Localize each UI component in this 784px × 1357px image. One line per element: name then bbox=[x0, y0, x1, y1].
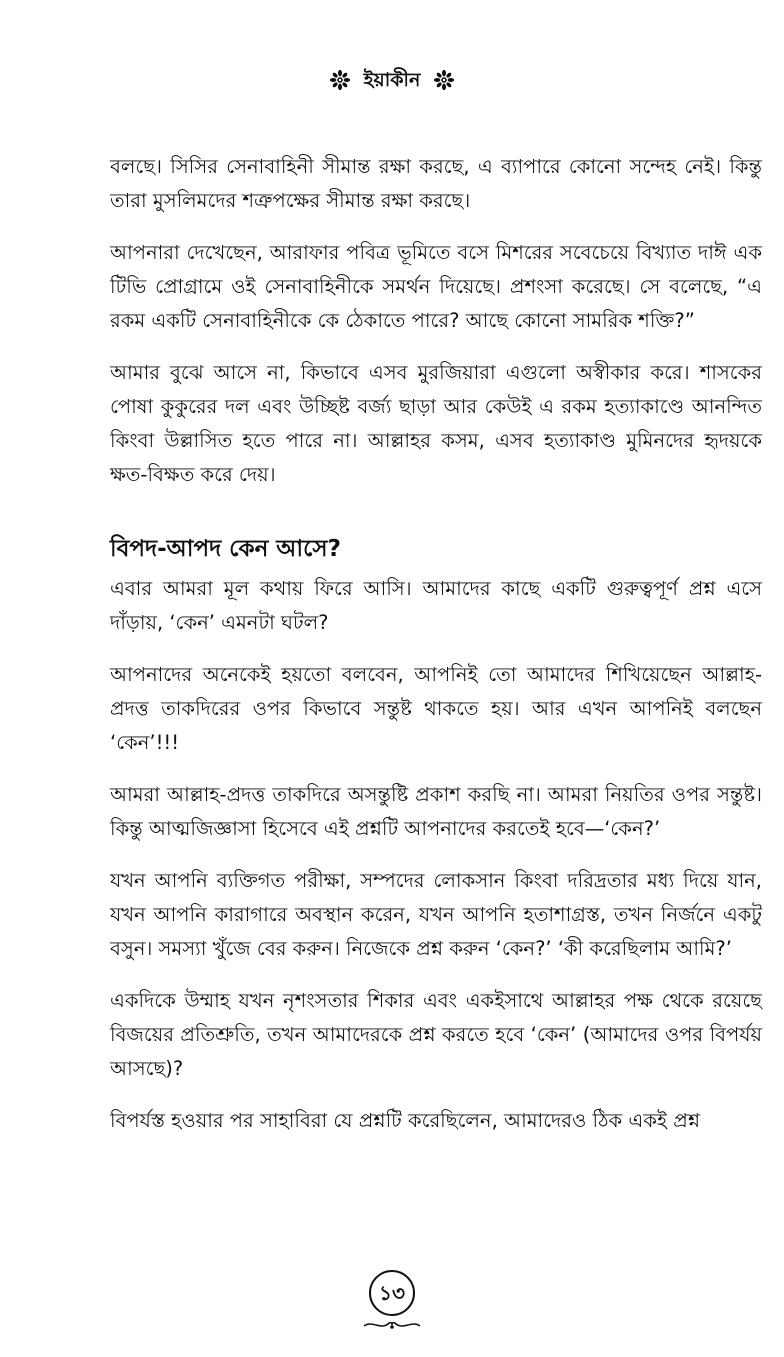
paragraph: আমার বুঝে আসে না, কিভাবে এসব মুরজিয়ারা এগুলো অস্বীকার করে। শাসকের পোষা কুকুরের দল এবং উচ্ছিষ্ট বর্জ্য ছাড়া আর কেউই এ রকম হত্যাকাণ্ডে আনন্দিত কিংবা উল্লাসিত হতে পারে না। আল্লাহর কসম, এসব হত্যাকাণ্ড মুমিনদের হৃদয়কে ক্ষত-বিক্ষত করে দেয়। bbox=[110, 361, 762, 486]
header-title: ইয়াকীন bbox=[363, 69, 421, 91]
page-footer bbox=[362, 1270, 422, 1332]
paragraph: যখন আপনি ব্যক্তিগত পরীক্ষা, সম্পদের লোকসান কিংবা দরিদ্রতার মধ্য দিয়ে যান, যখন আপনি কারাগারে অবস্থান করেন, যখন আপনি হতাশাগ্রস্ত, তখন নির্জনে একটু বসুন। সমস্যা খুঁজে বের করুন। নিজেকে প্রশ্ন করুন ‘কেন?’ ‘কী করেছিলাম আমি?’ bbox=[110, 869, 762, 960]
paragraph: এবার আমরা মূল কথায় ফিরে আসি। আমাদের কাছে একটি গুরুত্বপূর্ণ প্রশ্ন এসে দাঁড়ায়, ‘কেন’ এমনটা ঘটল? bbox=[110, 577, 762, 634]
flower-ornament-icon bbox=[433, 69, 455, 91]
section-heading: বিপদ-আপদ কেন আসে? bbox=[110, 536, 341, 562]
paragraph: একদিকে উম্মাহ যখন নৃশংসতার শিকার এবং একইসাথে আল্লাহর পক্ষ থেকে রয়েছে বিজয়ের প্রতিশ্রুতি, তখন আমাদেরকে প্রশ্ন করতে হবে ‘কেন’ (আমাদের ওপর বিপর্যয় আসছে)? bbox=[110, 989, 762, 1080]
paragraph: আমরা আল্লাহ-প্রদত্ত তাকদিরে অসন্তুষ্টি প্রকাশ করছি না। আমরা নিয়তির ওপর সন্তুষ্ট। কিন্তু আত্মজিজ্ঞাসা হিসেবে এই প্রশ্নটি আপনাদের করতেই হবে—‘কেন?’ bbox=[110, 783, 762, 840]
flourish-ornament-icon bbox=[362, 1318, 422, 1332]
flower-ornament-icon bbox=[329, 69, 351, 91]
paragraph: আপনারা দেখেছেন, আরাফার পবিত্র ভূমিতে বসে মিশরের সবেচেয়ে বিখ্যাত দাঈ এক টিভি প্রোগ্রামে ওই সেনাবাহিনীকে সমর্থন দিয়েছে। প্রশংসা করেছে। সে বলেছে, “এ রকম একটি সেনাবাহিনীকে কে ঠেকাতে পারে? আছে কোনো সামরিক শক্তি?” bbox=[110, 241, 762, 332]
paragraph: বলছে। সিসির সেনাবাহিনী সীমান্ত রক্ষা করছে, এ ব্যাপারে কোনো সন্দেহ নেই। কিন্তু তারা মুসলিমদের শত্রুপক্ষের সীমান্ত রক্ষা করছে। bbox=[110, 155, 762, 212]
paragraph: বিপর্যস্ত হওয়ার পর সাহাবিরা যে প্রশ্নটি করেছিলেন, আমাদেরও ঠিক একই প্রশ্ন bbox=[110, 1109, 701, 1132]
page-number: ১৩ bbox=[369, 1270, 415, 1316]
running-header bbox=[0, 66, 784, 98]
page-body bbox=[110, 150, 762, 1156]
paragraph: আপনাদের অনেকেই হয়তো বলবেন, আপনিই তো আমাদের শিখিয়েছেন আল্লাহ-প্রদত্ত তাকদিরের ওপর কিভাবে সন্তুষ্ট থাকতে হয়। আর এখন আপনিই বলছেন ‘কেন’!!! bbox=[110, 663, 762, 754]
